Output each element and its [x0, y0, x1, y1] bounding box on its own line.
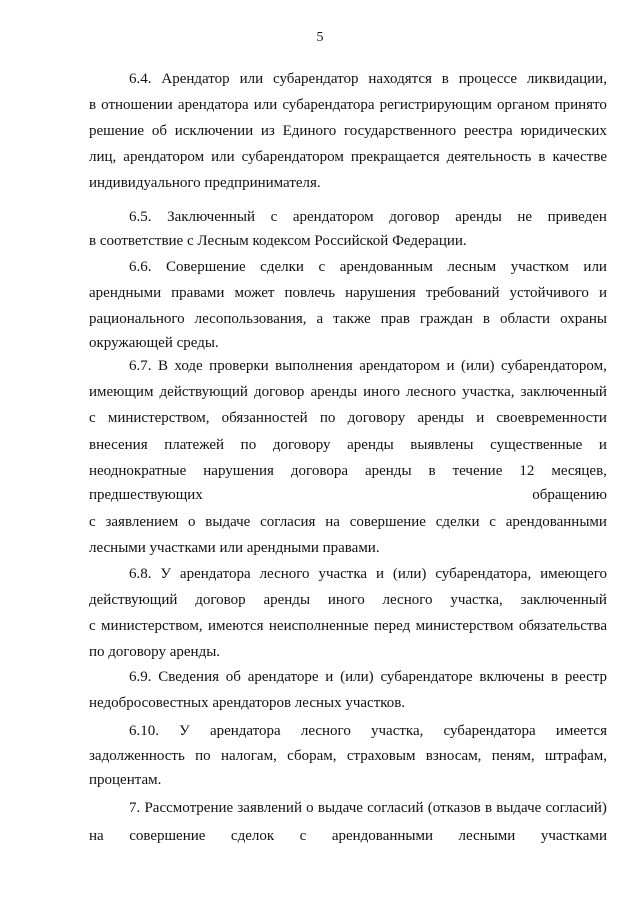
text-line: лесными участками или арендными правами.	[89, 540, 380, 556]
text-line: лиц, арендатором или субарендатором прекращается деятельность в качестве	[89, 149, 607, 165]
text-line: предшествующих обращению	[89, 487, 607, 503]
text-line: 7. Рассмотрение заявлений о выдаче согласий (отказов в выдаче согласий)	[129, 800, 607, 816]
text-line: 6.10. У арендатора лесного участка, субарендатора имеется	[129, 723, 607, 739]
text-line: недобросовестных арендаторов лесных участков.	[89, 695, 406, 711]
text-line: неоднократные нарушения договора аренды в течение 12 месяцев,	[89, 463, 607, 479]
text-line: 6.5. Заключенный с арендатором договор аренды не приведен	[129, 209, 607, 225]
text-line: арендными правами может повлечь нарушения требований устойчивого и	[89, 285, 607, 301]
text-line: процентам.	[89, 772, 162, 788]
text-line: с министерством, имеются неисполненные перед министерством обязательства	[89, 618, 607, 634]
text-line: задолженность по налогам, сборам, страховым взносам, пеням, штрафам,	[89, 748, 607, 764]
text-line: 6.8. У арендатора лесного участка и (или) субарендатора, имеющего	[129, 566, 607, 582]
text-line: индивидуального предпринимателя.	[89, 175, 321, 191]
text-line: с министерством, обязанностей по договору аренды и своевременности	[89, 410, 607, 426]
text-line: в соответствие с Лесным кодексом Российской Федерации.	[89, 233, 467, 249]
text-line: 6.9. Сведения об арендаторе и (или) субарендаторе включены в реестр	[129, 669, 607, 685]
text-line: внесения платежей по договору аренды выявлены существенные и	[89, 437, 607, 453]
text-line: окружающей среды.	[89, 335, 219, 351]
text-line: 6.4. Арендатор или субарендатор находятся в процессе ликвидации,	[129, 71, 607, 87]
text-line: 6.6. Совершение сделки с арендованным лесным участком или	[129, 259, 607, 275]
text-line: по договору аренды.	[89, 644, 221, 660]
text-line: на совершение сделок с арендованными лесными участками	[89, 828, 607, 844]
text-line: с заявлением о выдаче согласия на совершение сделки с арендованными	[89, 514, 607, 530]
text-line: решение об исключении из Единого государственного реестра юридических	[89, 123, 607, 139]
text-line: рационального лесопользования, а также прав граждан в области охраны	[89, 311, 607, 327]
page-number: 5	[316, 30, 324, 45]
text-line: действующий договор аренды иного лесного участка, заключенный	[89, 592, 607, 608]
text-line: в отношении арендатора или субарендатора регистрирующим органом принято	[89, 97, 607, 113]
text-line: 6.7. В ходе проверки выполнения арендатором и (или) субарендатором,	[129, 358, 607, 374]
text-line: имеющим действующий договор аренды иного лесного участка, заключенный	[89, 384, 607, 400]
